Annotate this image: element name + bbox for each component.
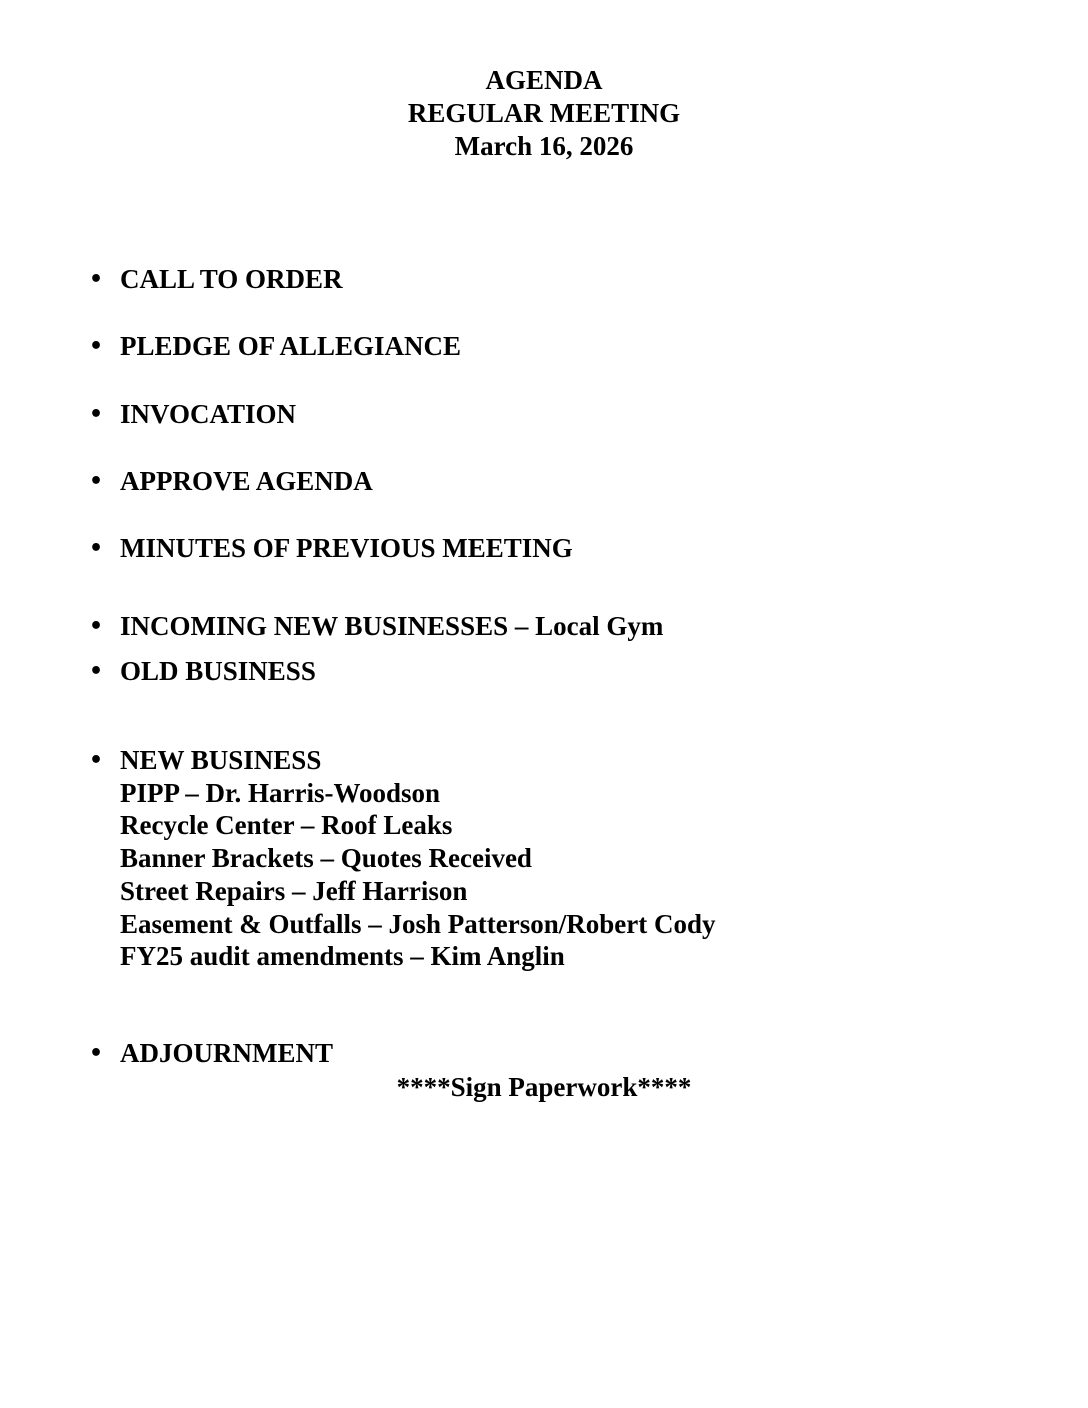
sign-paperwork-note: ****Sign Paperwork**** [396,1072,692,1102]
agenda-item-minutes [89,532,573,565]
agenda-item-invocation [89,398,296,431]
agenda-header [0,64,1088,163]
new-business-subitem-banner-brackets: Banner Brackets – Quotes Received [120,843,532,874]
agenda-item-label: MINUTES OF PREVIOUS MEETING [120,533,573,563]
new-business-subitem-street-repairs: Street Repairs – Jeff Harrison [120,875,468,906]
bullet-icon: • [89,267,104,292]
agenda-item-incoming-new-businesses [89,610,664,643]
agenda-item-old-business [89,655,316,688]
bullet-icon: • [89,536,104,561]
new-business-subitem-pipp: PIPP – Dr. Harris-Woodson [120,777,441,808]
agenda-item-label: INCOMING NEW BUSINESSES – Local Gym [120,611,664,641]
new-business-subitem-easement-outfalls: Easement & Outfalls – Josh Patterson/Robert Cody [120,908,716,939]
document-title: AGENDA [485,65,603,95]
bullet-icon: • [89,402,104,427]
bullet-icon: • [89,614,104,639]
agenda-item-label: OLD BUSINESS [120,656,316,686]
agenda-item-label: ADJOURNMENT [120,1038,333,1068]
agenda-item-pledge [89,330,462,363]
bullet-icon: • [89,334,104,359]
agenda-item-new-business [89,744,716,973]
agenda-item-label: PLEDGE OF ALLEGIANCE [120,331,462,361]
new-business-subitem-recycle-center: Recycle Center – Roof Leaks [120,810,453,841]
meeting-type: REGULAR MEETING [407,98,681,128]
agenda-item-label: NEW BUSINESS [120,745,322,775]
bullet-icon: • [89,1041,104,1066]
agenda-item-approve-agenda [89,465,373,498]
new-business-subitem-fy25-audit: FY25 audit amendments – Kim Anglin [120,941,565,972]
agenda-item-label: CALL TO ORDER [120,264,343,294]
bullet-icon: • [89,659,104,684]
agenda-item-label: APPROVE AGENDA [120,466,373,496]
agenda-item-call-to-order [89,263,343,296]
bullet-icon: • [89,748,104,773]
agenda-item-label: INVOCATION [120,399,296,429]
agenda-item-adjournment [89,1037,333,1070]
meeting-date: March 16, 2026 [454,131,634,161]
bullet-icon: • [89,469,104,494]
